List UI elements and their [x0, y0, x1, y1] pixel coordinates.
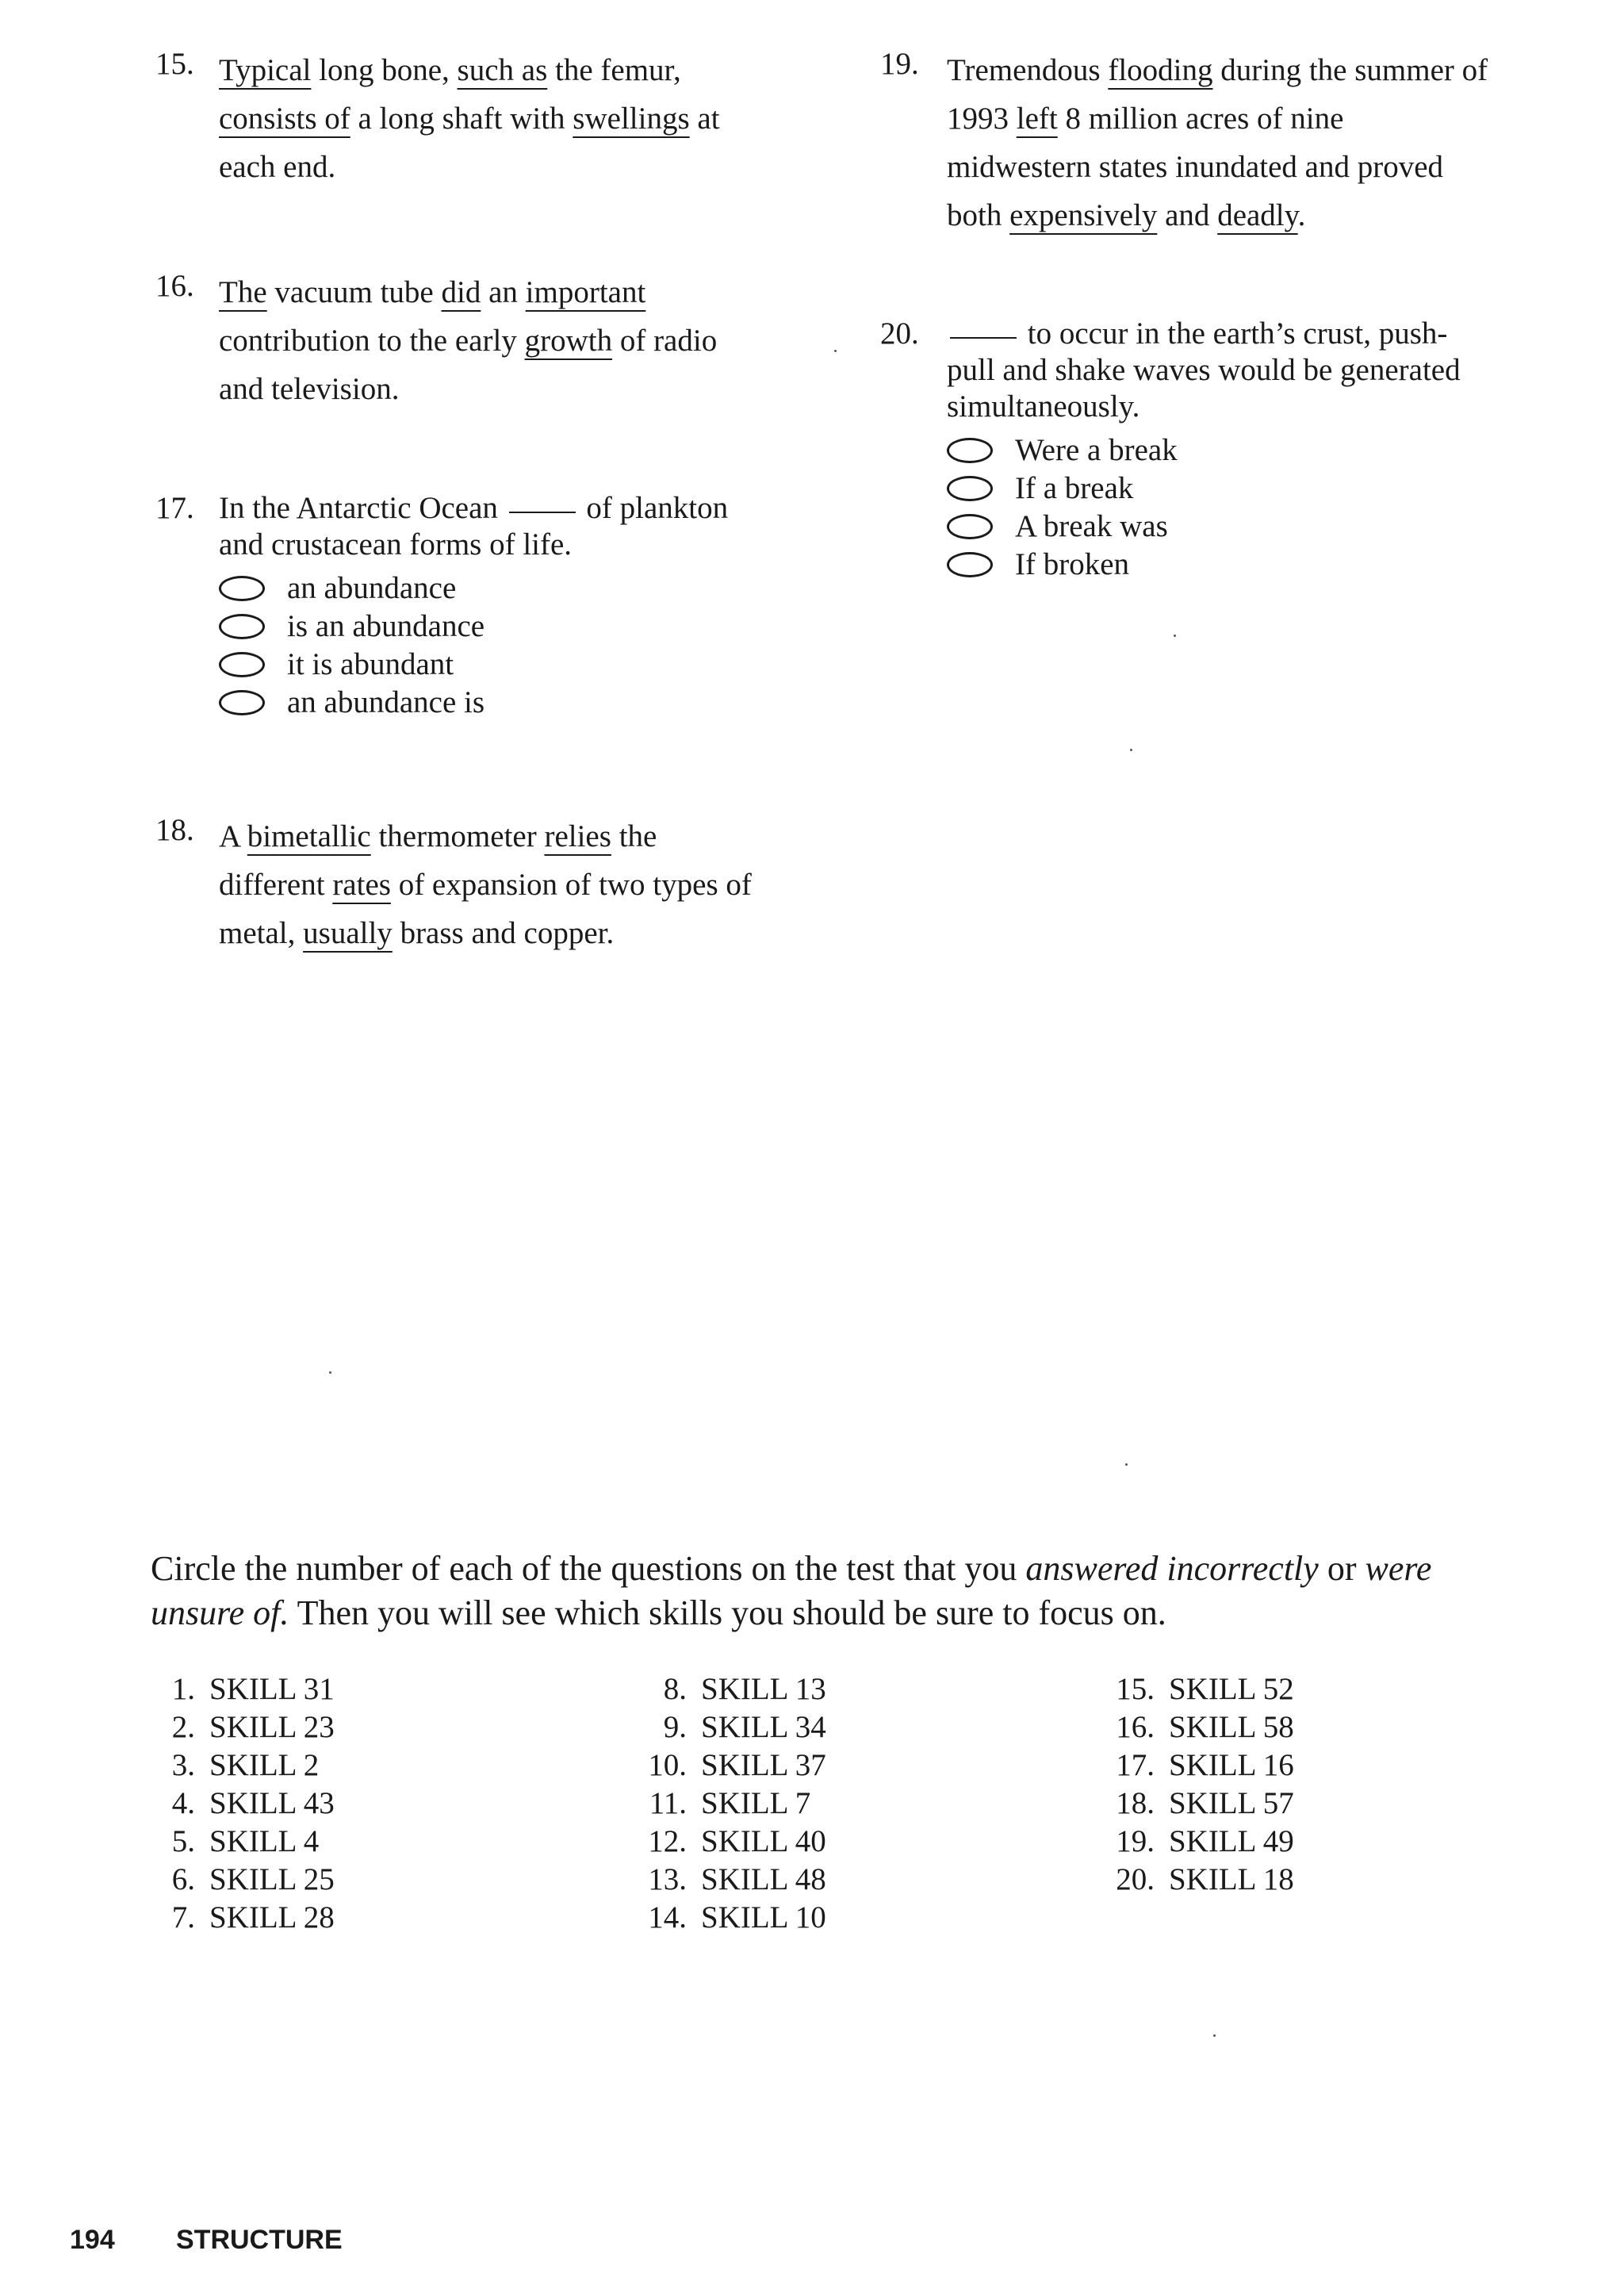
- underlined-phrase: important: [525, 275, 646, 309]
- answer-option-label: an abundance is: [287, 685, 485, 719]
- skill-label: SKILL 49: [1169, 1824, 1294, 1858]
- text-segment: the femur,: [547, 53, 681, 87]
- scan-speck: [1130, 749, 1132, 751]
- answer-options: [947, 431, 1461, 584]
- skill-item: [159, 1670, 335, 1708]
- instructions-emphasis-1: answered incorrectly: [1025, 1549, 1319, 1588]
- question-line: [947, 389, 1461, 425]
- underlined-phrase: consists of: [219, 102, 350, 136]
- skill-item: [1104, 1670, 1294, 1708]
- question-line: [947, 316, 1461, 352]
- question-line: [219, 490, 728, 527]
- scan-speck: [834, 350, 837, 352]
- question-line: [947, 352, 1461, 389]
- question-line: [219, 94, 720, 143]
- underlined-phrase: growth: [524, 324, 613, 358]
- text-segment: 8 million acres of nine: [1057, 102, 1344, 136]
- skill-item: [634, 1708, 826, 1746]
- question-text: [219, 812, 752, 957]
- text-segment: both: [947, 198, 1010, 232]
- skill-label: SKILL 10: [701, 1900, 826, 1934]
- skill-label: SKILL 37: [701, 1748, 826, 1782]
- question-number: 17.: [155, 491, 194, 525]
- skill-item: [634, 1670, 826, 1708]
- text-segment: midwestern states inundated and proved: [947, 150, 1443, 184]
- underlined-phrase: deadly: [1217, 198, 1298, 232]
- skill-item: [634, 1823, 826, 1861]
- scan-speck: [329, 1371, 331, 1374]
- text-segment: simultaneously.: [947, 389, 1140, 424]
- text-segment: of plankton: [578, 491, 729, 525]
- text-segment: brass and copper.: [392, 916, 615, 950]
- skill-item: [159, 1823, 335, 1861]
- skill-question-number[interactable]: 9.: [663, 1710, 687, 1744]
- text-segment: and television.: [219, 372, 400, 406]
- skill-question-number[interactable]: 11.: [649, 1786, 687, 1820]
- skill-question-number[interactable]: 13.: [648, 1862, 687, 1896]
- skill-list-column-3: [1104, 1670, 1294, 1899]
- question-line: [219, 268, 717, 316]
- page-number: 194: [70, 2225, 115, 2255]
- skill-question-number[interactable]: 15.: [1116, 1672, 1155, 1706]
- scan-speck: [1213, 2034, 1216, 2037]
- underlined-phrase: did: [441, 275, 481, 309]
- text-segment: at: [689, 102, 720, 136]
- question-line: [219, 46, 720, 94]
- answer-blank: [509, 512, 576, 513]
- answer-option[interactable]: [219, 608, 728, 646]
- skill-question-number[interactable]: 20.: [1116, 1862, 1155, 1896]
- text-segment: pull and shake waves would be generated: [947, 353, 1461, 387]
- text-segment: .: [1297, 198, 1306, 232]
- skill-item: [159, 1746, 335, 1785]
- underlined-phrase: Typical: [219, 53, 312, 87]
- skill-label: SKILL 28: [209, 1900, 335, 1934]
- skill-list-column-1: [159, 1670, 335, 1937]
- answer-bubble-icon[interactable]: [219, 652, 265, 677]
- question-text: [219, 490, 728, 722]
- skill-label: SKILL 58: [1169, 1710, 1294, 1744]
- text-segment: the: [611, 819, 657, 853]
- skill-label: SKILL 25: [209, 1862, 335, 1896]
- question-text: [947, 316, 1461, 584]
- answer-bubble-icon[interactable]: [947, 514, 993, 539]
- underlined-phrase: relies: [544, 819, 611, 853]
- skill-question-number[interactable]: 6.: [171, 1862, 195, 1896]
- underlined-phrase: usually: [303, 916, 393, 950]
- skill-question-number[interactable]: 7.: [171, 1900, 195, 1934]
- text-segment: Tremendous: [947, 53, 1109, 87]
- question-line: [219, 861, 752, 909]
- skill-question-number[interactable]: 12.: [648, 1824, 687, 1858]
- skill-label: SKILL 43: [209, 1786, 335, 1820]
- skill-label: SKILL 4: [209, 1824, 320, 1858]
- skill-label: SKILL 34: [701, 1710, 826, 1744]
- text-segment: thermometer: [370, 819, 545, 853]
- answer-options: [219, 569, 728, 722]
- underlined-phrase: expensively: [1009, 198, 1158, 232]
- skill-label: SKILL 48: [701, 1862, 826, 1896]
- skill-label: SKILL 31: [209, 1672, 335, 1706]
- text-segment: a long shaft with: [350, 102, 573, 136]
- text-segment: an: [481, 275, 526, 309]
- answer-bubble-icon[interactable]: [219, 690, 265, 715]
- underlined-phrase: flooding: [1108, 53, 1213, 87]
- scan-speck: [1125, 1463, 1128, 1466]
- underlined-phrase: rates: [332, 868, 391, 902]
- text-segment: 1993: [947, 102, 1017, 136]
- text-segment: of radio: [612, 324, 718, 358]
- text-segment: A: [219, 819, 247, 853]
- skill-question-number[interactable]: 3.: [171, 1748, 195, 1782]
- skill-question-number[interactable]: 14.: [648, 1900, 687, 1934]
- answer-option[interactable]: [947, 470, 1461, 508]
- answer-option-label: A break was: [1015, 509, 1168, 543]
- underlined-phrase: The: [219, 275, 267, 309]
- underlined-phrase: such as: [457, 53, 548, 87]
- answer-option[interactable]: [947, 546, 1461, 584]
- answer-blank: [950, 337, 1017, 339]
- answer-option-label: an abundance: [287, 571, 457, 605]
- question-number: 18.: [155, 813, 194, 847]
- skill-question-number[interactable]: 18.: [1116, 1786, 1155, 1820]
- answer-option-label: If broken: [1015, 547, 1130, 581]
- answer-option[interactable]: [947, 508, 1461, 546]
- answer-bubble-icon[interactable]: [947, 476, 993, 501]
- skill-label: SKILL 13: [701, 1672, 826, 1706]
- instructions-emphasis-2: were unsure of.: [151, 1549, 1432, 1632]
- skill-question-number[interactable]: 4.: [171, 1786, 195, 1820]
- question-number: 20.: [880, 316, 919, 351]
- skill-item: [159, 1785, 335, 1823]
- answer-option-label: it is abundant: [287, 647, 454, 681]
- question-line: [219, 812, 752, 861]
- section-title: STRUCTURE: [176, 2225, 343, 2255]
- question-number: 16.: [155, 269, 194, 303]
- skill-list-column-2: [634, 1670, 826, 1937]
- skill-item: [1104, 1708, 1294, 1746]
- text-segment: of expansion of two types of: [390, 868, 752, 902]
- skill-question-number[interactable]: 8.: [663, 1672, 687, 1706]
- question-line: [947, 94, 1488, 143]
- text-segment: In the Antarctic Ocean: [219, 491, 506, 525]
- skill-item: [159, 1861, 335, 1899]
- answer-bubble-icon[interactable]: [219, 576, 265, 601]
- skill-label: SKILL 23: [209, 1710, 335, 1744]
- underlined-phrase: bimetallic: [247, 819, 371, 853]
- skill-item: [1104, 1861, 1294, 1899]
- skill-item: [1104, 1823, 1294, 1861]
- answer-bubble-icon[interactable]: [219, 614, 265, 639]
- text-segment: and: [1157, 198, 1218, 232]
- answer-bubble-icon[interactable]: [947, 552, 993, 577]
- skill-item: [1104, 1746, 1294, 1785]
- question-line: [219, 365, 717, 413]
- answer-option-label: Were a break: [1015, 433, 1178, 467]
- question-line: [219, 909, 752, 957]
- skill-label: SKILL 52: [1169, 1672, 1294, 1706]
- skill-item: [159, 1708, 335, 1746]
- skill-item: [1104, 1785, 1294, 1823]
- answer-bubble-icon[interactable]: [947, 438, 993, 463]
- skill-label: SKILL 40: [701, 1824, 826, 1858]
- text-segment: vacuum tube: [266, 275, 442, 309]
- text-segment: to occur in the earth’s crust, push-: [1020, 316, 1448, 351]
- text-segment: different: [219, 868, 333, 902]
- text-segment: and crustacean forms of life.: [219, 527, 573, 562]
- question-line: [947, 191, 1488, 240]
- underlined-phrase: swellings: [573, 102, 690, 136]
- question-text: [219, 268, 717, 413]
- question-line: [947, 143, 1488, 191]
- skill-item: [634, 1785, 826, 1823]
- instructions-text: Circle the number of each of the questions on the test that you answered incorrectly or were unsure of. Then you will see which skills you should be sure to focus on.: [151, 1549, 1432, 1632]
- question-line: [947, 46, 1488, 94]
- skill-item: [634, 1746, 826, 1785]
- answer-option[interactable]: [947, 431, 1461, 470]
- answer-option[interactable]: [219, 684, 728, 722]
- scan-speck: [1174, 635, 1176, 637]
- skill-question-number[interactable]: 2.: [171, 1710, 195, 1744]
- skill-label: SKILL 16: [1169, 1748, 1294, 1782]
- text-segment: each end.: [219, 150, 336, 184]
- skill-question-number[interactable]: 19.: [1116, 1824, 1155, 1858]
- text-segment: during the summer of: [1212, 53, 1488, 87]
- question-line: [219, 143, 720, 191]
- skill-label: SKILL 18: [1169, 1862, 1294, 1896]
- skill-label: SKILL 2: [209, 1748, 320, 1782]
- skill-question-number[interactable]: 1.: [171, 1672, 195, 1706]
- underlined-phrase: left: [1016, 102, 1058, 136]
- question-line: [219, 527, 728, 563]
- answer-option-label: If a break: [1015, 471, 1134, 505]
- skill-item: [634, 1899, 826, 1937]
- answer-option[interactable]: [219, 646, 728, 684]
- text-segment: contribution to the early: [219, 324, 525, 358]
- text-segment: long bone,: [311, 53, 458, 87]
- skill-item: [159, 1899, 335, 1937]
- question-text: [947, 46, 1488, 240]
- skill-label: SKILL 57: [1169, 1786, 1294, 1820]
- question-text: [219, 46, 720, 191]
- skill-label: SKILL 7: [701, 1786, 811, 1820]
- text-segment: metal,: [219, 916, 304, 950]
- question-number: 19.: [880, 47, 919, 81]
- skill-question-number[interactable]: 5.: [171, 1824, 195, 1858]
- skill-question-number[interactable]: 10.: [648, 1748, 687, 1782]
- skill-item: [634, 1861, 826, 1899]
- answer-option[interactable]: [219, 569, 728, 608]
- skill-question-number[interactable]: 16.: [1116, 1710, 1155, 1744]
- skill-question-number[interactable]: 17.: [1116, 1748, 1155, 1782]
- answer-option-label: is an abundance: [287, 609, 485, 643]
- question-number: 15.: [155, 47, 194, 81]
- question-line: [219, 316, 717, 365]
